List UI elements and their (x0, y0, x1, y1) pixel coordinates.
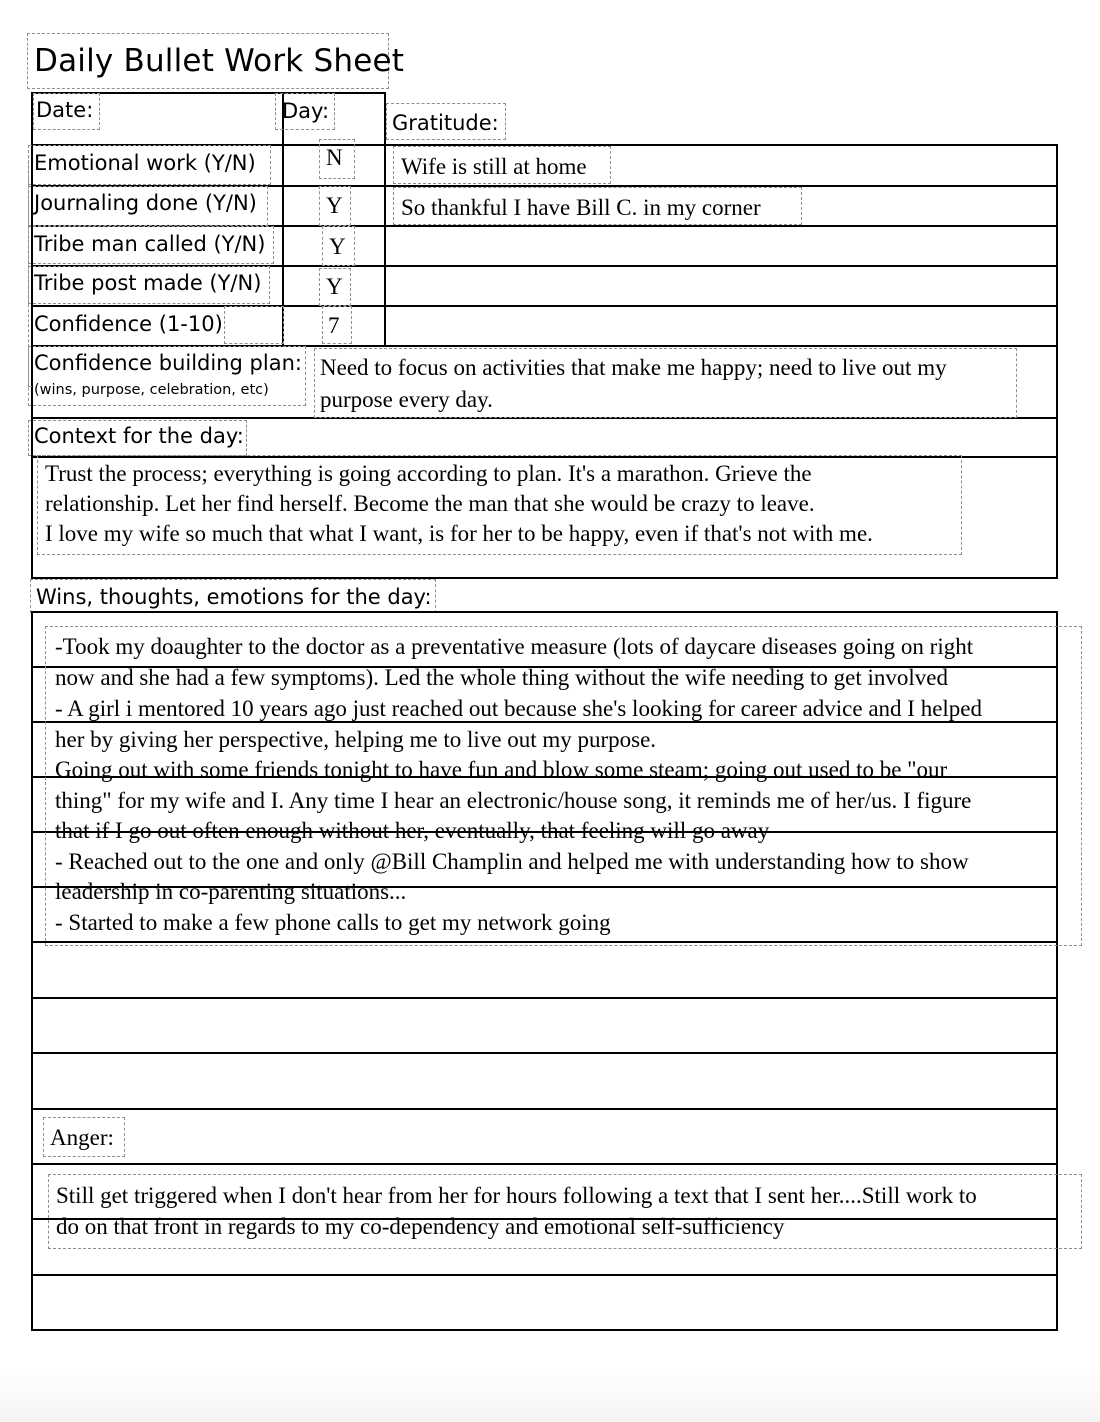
wins-line[interactable]: her by giving her perspective, helping me to live out my purpose. (55, 727, 657, 752)
date-label: Date: (36, 98, 94, 122)
grid-line (31, 611, 33, 1330)
checklist-value[interactable]: Y (326, 274, 343, 299)
context-line[interactable]: Trust the process; everything is going according to plan. It's a marathon. Grieve the (45, 461, 812, 486)
wins-line[interactable]: -Took my doaughter to the doctor as a preventative measure (lots of daycare diseases going on right (55, 634, 974, 659)
gratitude-item[interactable]: So thankful I have Bill C. in my corner (401, 195, 761, 220)
page-title: Daily Bullet Work Sheet (34, 43, 405, 79)
gratitude-label: Gratitude: (392, 111, 499, 135)
checklist-value[interactable]: Y (326, 193, 343, 218)
day-field[interactable] (338, 99, 378, 129)
wins-line[interactable]: that if I go out often enough without her, eventually, that feeling will go away (55, 818, 770, 843)
checklist-label-box (224, 306, 284, 344)
grid-line (31, 1108, 1058, 1110)
confidence-plan-label: Confidence building plan: (34, 351, 302, 375)
context-line[interactable]: I love my wife so much that what I want, is for her to be happy, even if that's not with me. (45, 521, 873, 546)
date-field[interactable] (104, 98, 274, 128)
checklist-label: Journaling done (Y/N) (34, 191, 257, 215)
grid-line (31, 1274, 1058, 1276)
wins-line[interactable]: now and she had a few symptoms). Led the whole thing without the wife needing to get involved (55, 665, 948, 690)
checklist-value[interactable]: N (326, 145, 343, 170)
checklist-label: Tribe man called (Y/N) (34, 232, 266, 256)
grid-line (31, 1329, 1058, 1331)
confidence-plan-line[interactable]: purpose every day. (320, 387, 493, 412)
checklist-value[interactable]: 7 (328, 313, 340, 338)
grid-line (1056, 144, 1058, 578)
wins-line[interactable]: - A girl i mentored 10 years ago just reached out because she's looking for career advice and I helped (55, 696, 982, 721)
grid-line (31, 997, 1058, 999)
confidence-plan-line[interactable]: Need to focus on activities that make me happy; need to live out my (320, 355, 947, 380)
wins-line[interactable]: - Started to make a few phone calls to get my network going (55, 910, 611, 935)
wins-line[interactable]: leadership in co-parenting situations... (55, 879, 407, 904)
wins-label: Wins, thoughts, emotions for the day: (36, 585, 432, 609)
anger-label: Anger: (50, 1125, 114, 1150)
gratitude-item[interactable]: Wife is still at home (401, 154, 587, 179)
wins-line[interactable]: - Reached out to the one and only @Bill Champlin and helped me with understanding how to show (55, 849, 969, 874)
wins-line[interactable]: thing" for my wife and I. Any time I hear an electronic/house song, it reminds me of her/us. I figure (55, 788, 972, 813)
checklist-label: Emotional work (Y/N) (34, 151, 256, 175)
wins-line[interactable]: Going out with some friends tonight to have fun and blow some steam; going out used to be "our (55, 757, 948, 782)
checklist-label: Tribe post made (Y/N) (34, 271, 262, 295)
checklist-label: Confidence (1-10) (34, 312, 223, 336)
grid-line (31, 1163, 1058, 1165)
confidence-plan-sublabel: (wins, purpose, celebration, etc) (34, 382, 269, 398)
grid-line (31, 305, 1058, 307)
anger-line[interactable]: Still get triggered when I don't hear from her for hours following a text that I sent her....Still work to (56, 1183, 977, 1208)
grid-line (31, 611, 1058, 613)
context-label: Context for the day: (34, 424, 244, 448)
checklist-value[interactable]: Y (329, 234, 346, 259)
day-label: Day: (282, 99, 330, 123)
grid-line (31, 1052, 1058, 1054)
anger-line[interactable]: do on that front in regards to my co-dependency and emotional self-sufficiency (56, 1214, 785, 1239)
context-line[interactable]: relationship. Let her find herself. Become the man that she would be crazy to leave. (45, 491, 815, 516)
